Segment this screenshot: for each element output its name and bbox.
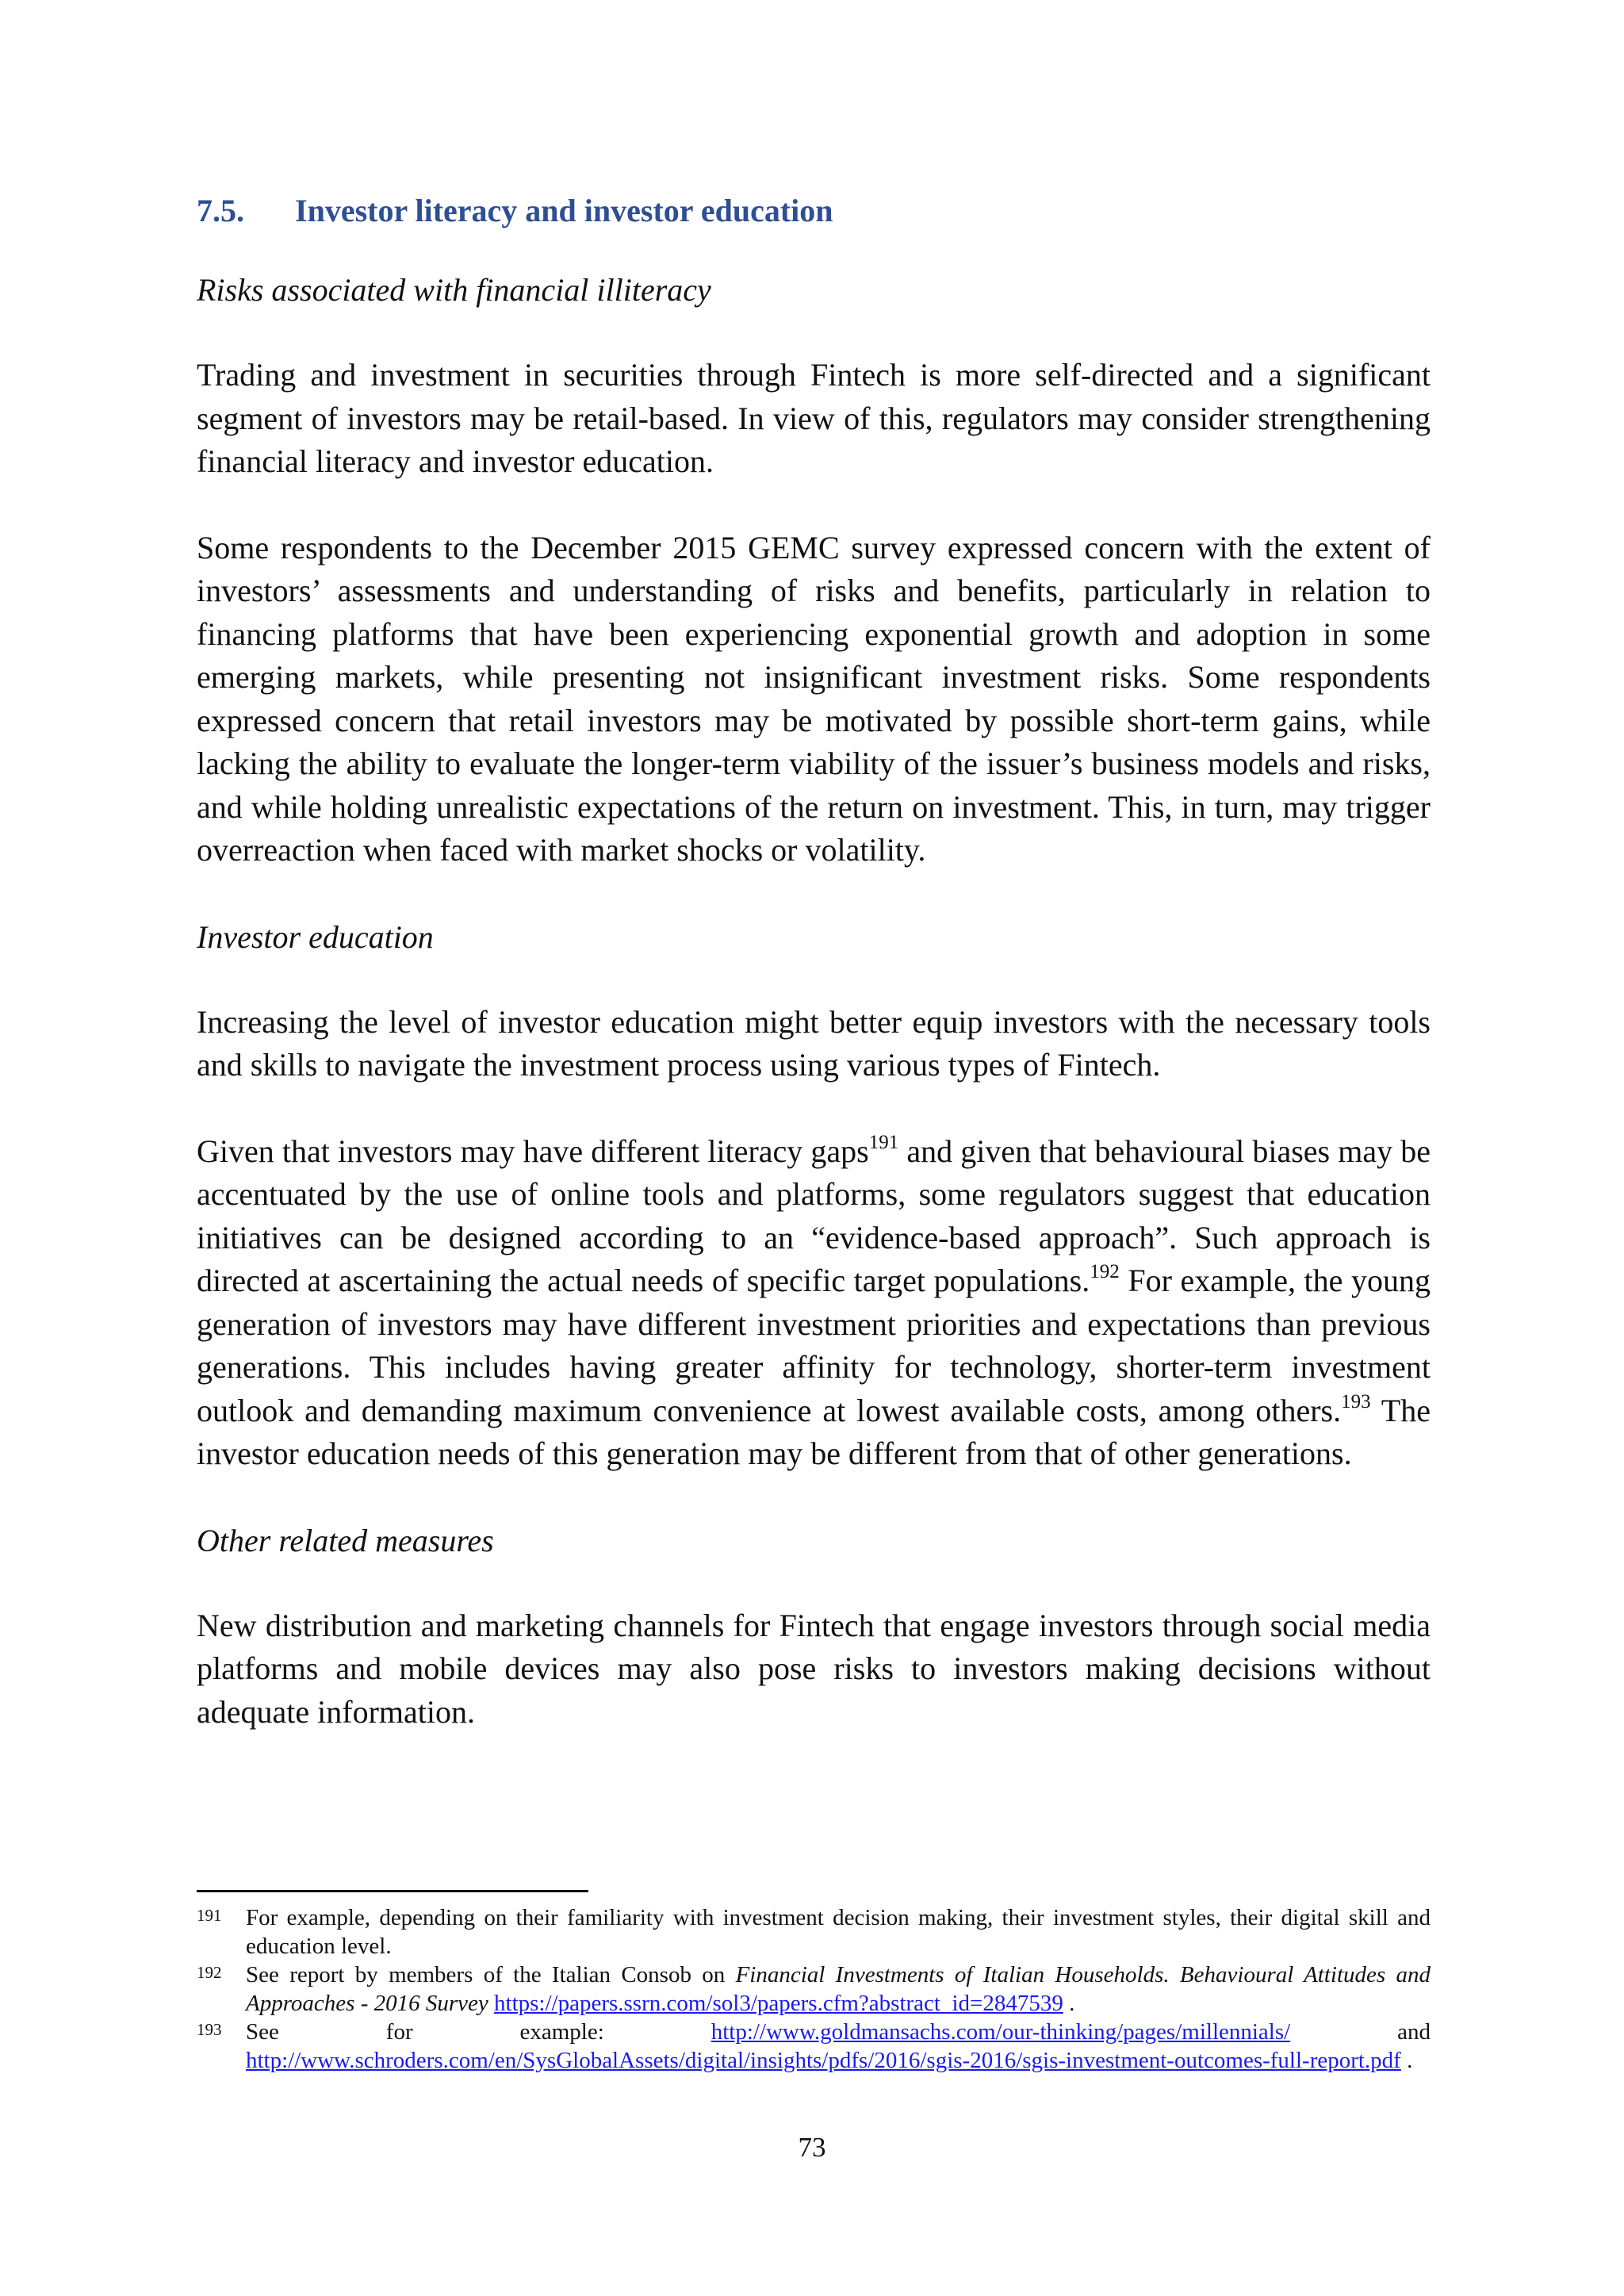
footnote-number: 193 [197,2020,222,2039]
section-number: 7.5. [197,193,244,228]
footnote-text [246,1961,1431,2018]
subheading-investor-education: Investor education [197,918,434,955]
footnote-193 [197,2018,1431,2075]
footnote-text-and: and [1290,2019,1431,2045]
footnote-ref-192[interactable]: 192 [1090,1261,1120,1282]
subheading-other-measures: Other related measures [197,1522,494,1558]
footnote-text: For example, depending on their familiarity with investment decision making, their investment styles, their digital skill and education level. [246,1905,1431,1959]
section-heading [197,189,1431,233]
paragraph-1: Trading and investment in securities through Fintech is more self-directed and a significant segment of investors may be retail-based. In view of this, regulators may consider strengthening financial literacy and investor education. [197,357,1431,479]
main-content [197,189,1431,1777]
footnote-text-lead: See report by members of the Italian Consob on [246,1962,736,1987]
footnote-number: 191 [197,1906,222,1925]
paragraph-4-text-b: and given that behavioural biases may be accentuated by the use of online tools and platforms, some regulators suggest that education initiatives can be designed according to an “evidence-based approach”. Such approach is directed at ascertaining the actual needs of specific target populations. [197,1133,1431,1298]
page-number: 73 [798,2132,826,2163]
paragraph-3: Increasing the level of investor education might better equip investors with the necessary tools and skills to navigate the investment process using various types of Fintech. [197,1003,1431,1083]
report-title: Financial Investments of Italian Households. Behavioural Attitudes and Approaches - 2016 Survey [246,1962,1431,2016]
subheading-risks: Risks associated with financial illiteracy [197,272,711,308]
footnote-192 [197,1961,1431,2018]
footnote-separator [197,1890,588,1892]
paragraph-4-text-c: For example, the young generation of investors may have different investment priorities and expectations than previous generations. This includes having greater affinity for technology, shorter-term investment outlook and demanding maximum convenience at lowest available costs, among others. [197,1263,1431,1428]
footnote-text-lead: See for example: [246,2019,711,2045]
paragraph-4-text-d: The investor education needs of this generation may be different from that of other generations. [197,1392,1431,1471]
footnotes [197,1903,1431,2075]
paragraph-5: New distribution and marketing channels for Fintech that engage investors through social media platforms and mobile devices may also pose risks to investors making decisions without adequate information. [197,1607,1431,1730]
footnote-text [246,2018,1431,2075]
paragraph-4-text-a: Given that investors may have different literacy gaps [197,1133,869,1169]
section-title: Investor literacy and investor education [295,193,833,228]
schroders-link[interactable]: http://www.schroders.com/en/SysGlobalAssets/digital/insights/pdfs/2016/sgis-2016/sgis-investment-outcomes-full-report.pdf [246,2048,1401,2073]
goldmansachs-link[interactable]: http://www.goldmansachs.com/our-thinking/pages/millennials/ [710,2019,1291,2045]
footnote-191 [197,1903,1431,1961]
footnote-ref-193[interactable]: 193 [1341,1390,1371,1412]
footnote-text-tail: . [1063,1991,1075,2016]
paragraph-4 [197,1130,1431,1476]
ssrn-link[interactable]: https://papers.ssrn.com/sol3/papers.cfm?abstract_id=2847539 [494,1991,1063,2016]
paragraph-2: Some respondents to the December 2015 GEMC survey expressed concern with the extent of investors’ assessments and understanding of risks and benefits, particularly in relation to financing platforms that have been experiencing exponential growth and adoption in some emerging markets, while presenting not insignificant investment risks. Some respondents expressed concern that retail investors may be motivated by possible short-term gains, while lacking the ability to evaluate the longer-term viability of the issuer’s business models and risks, and while holding unrealistic expectations of the return on investment. This, in turn, may trigger overreaction when faced with market shocks or volatility. [197,529,1431,868]
footnote-number: 192 [197,1963,222,1982]
footnote-text-tail: . [1400,2048,1413,2073]
footnote-ref-191[interactable]: 191 [868,1131,899,1153]
footnote-spacer [488,1991,494,2016]
